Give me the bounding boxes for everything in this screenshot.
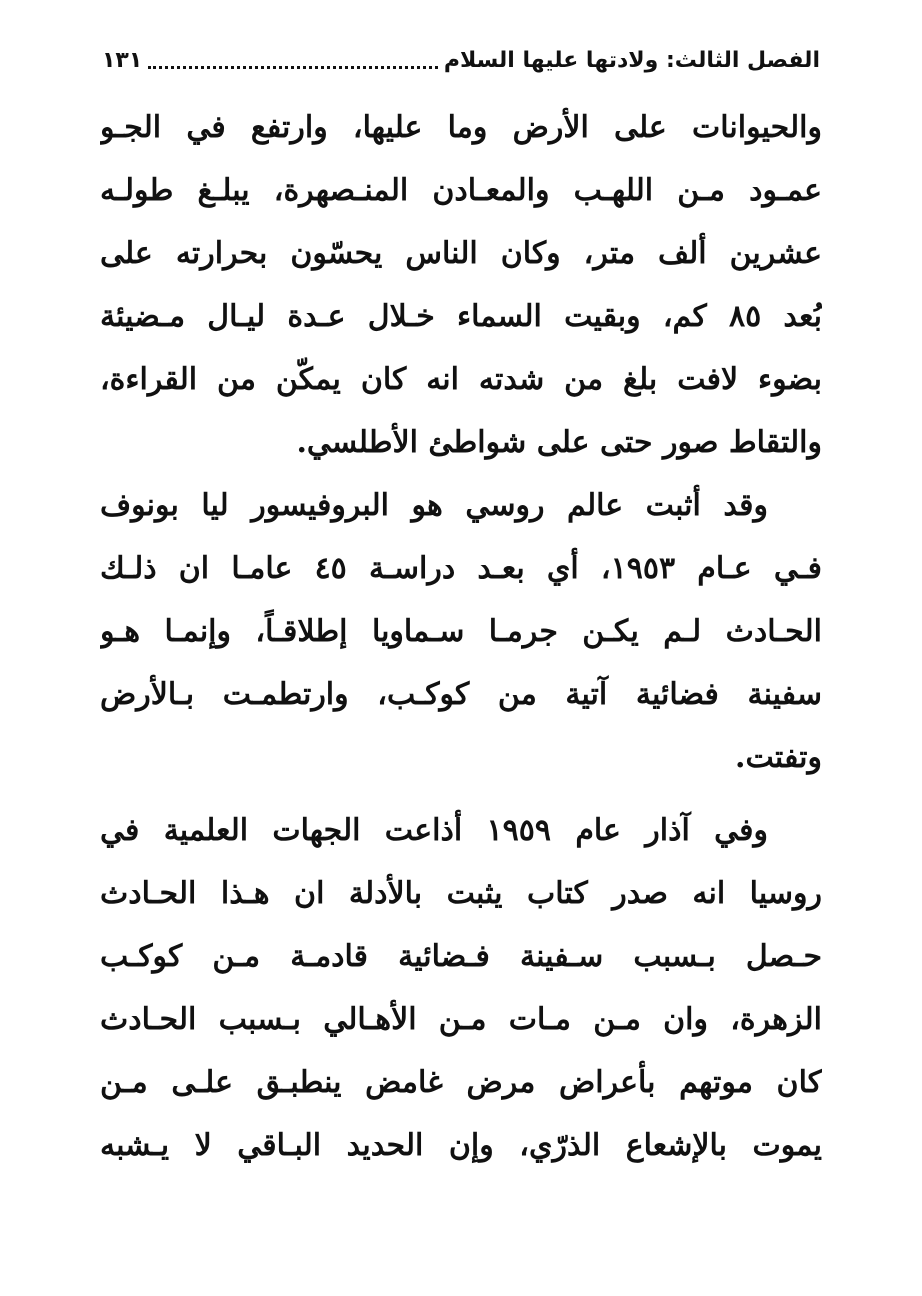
- text-line: كان موتهم بأعراض مرض غامض ينطبـق علـى مـن: [100, 1065, 822, 1100]
- text-line: وقد أثبت عالم روسي هو البروفيسور ليا بونوف: [100, 488, 768, 523]
- text-line: وتفتت.: [735, 740, 822, 775]
- text-line: بضوء لافت بلغ من شدته انه كان يمكّن من القراءة،: [100, 362, 822, 397]
- text-line: وفي آذار عام ١٩٥٩ أذاعت الجهات العلمية في: [100, 813, 768, 848]
- paragraph-2: [100, 474, 822, 789]
- text-line: الزهرة، وان مـن مـات مـن الأهـالي بـسبب الحـادث: [100, 1002, 822, 1037]
- text-line: حـصل بـسبب سـفينة فـضائية قادمـة مـن كوكـب: [100, 939, 822, 974]
- paragraph-3: [100, 799, 822, 1177]
- paragraph-gap: [100, 789, 822, 799]
- chapter-title: الفصل الثالث: ولادتها عليها السلام: [443, 47, 820, 73]
- text-line: فـي عـام ١٩٥٣، أي بعـد دراسـة ٤٥ عامـا ان ذلـك: [100, 551, 822, 586]
- text-line: عمـود مـن اللهـب والمعـادن المنـصهرة، يبلـغ طولـه: [100, 173, 822, 208]
- text-line: روسيا انه صدر كتاب يثبت بالأدلة ان هـذا الحـادث: [100, 876, 822, 911]
- running-header: [102, 40, 820, 80]
- text-line: يموت بالإشعاع الذرّي، وإن الحديد البـاقي لا يـشبه: [100, 1128, 822, 1163]
- page-number: ١٣١: [102, 47, 143, 73]
- paragraph-1: [100, 96, 822, 474]
- text-line: عشرين ألف متر، وكان الناس يحسّون بحرارته على: [100, 236, 822, 271]
- text-line: بُعد ٨٥ كم، وبقيت السماء خـلال عـدة ليـال مـضيئة: [100, 299, 822, 334]
- header-leader-dots: [148, 52, 438, 69]
- text-line: والتقاط صور حتى على شواطئ الأطلسي.: [296, 425, 822, 460]
- body-text: [100, 96, 822, 1177]
- text-line: سفينة فضائية آتية من كوكـب، وارتطمـت بـالأرض: [100, 677, 822, 712]
- text-line: الحـادث لـم يكـن جرمـا سـماويا إطلاقـاً، وإنمـا هـو: [100, 614, 822, 649]
- text-line: والحيوانات على الأرض وما عليها، وارتفع في الجـو: [100, 110, 822, 145]
